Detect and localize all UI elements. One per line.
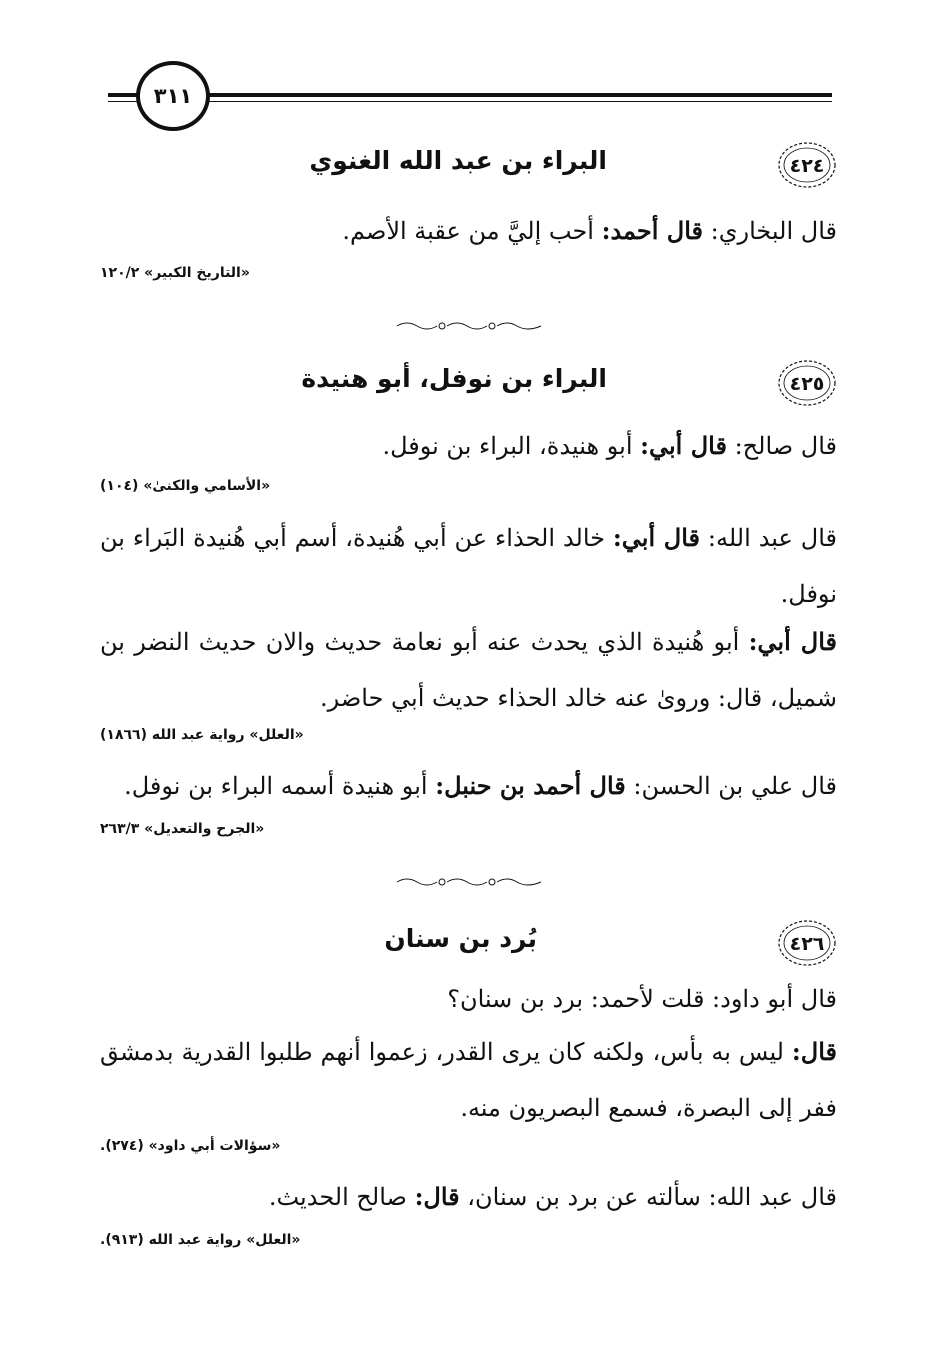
entry-number-badge	[777, 358, 837, 408]
paragraph	[100, 614, 837, 726]
paragraph	[100, 1024, 837, 1136]
entry-number-badge	[777, 140, 837, 190]
header-rule-thin	[108, 101, 832, 102]
paragraph	[100, 203, 837, 259]
paragraph	[100, 1169, 837, 1225]
quoted-speaker: قال أحمد بن حنبل:	[435, 771, 626, 800]
narrator: قال عبد الله:	[707, 524, 837, 552]
entry-heading	[100, 358, 837, 410]
narrator: قال عبد الله: سألته عن برد بن سنان،	[467, 1183, 837, 1211]
entry-title: بُرد بن سنان	[384, 924, 537, 953]
quoted-speaker: قال أحمد:	[601, 216, 704, 245]
citation: «العلل» رواية عبد الله (١٨٦٦)	[100, 727, 304, 743]
narrator: قال البخاري:	[710, 217, 837, 245]
quote-text: خالد الحذاء عن أبي هُنيدة، أسم أبي هُنيدة البَراء بن نوفل.	[100, 524, 837, 608]
entry-title: البراء بن نوفل، أبو هنيدة	[301, 364, 607, 393]
narrator: قال علي بن الحسن:	[633, 772, 837, 800]
quoted-speaker: قال أبي:	[748, 627, 837, 656]
narrator: قال أبو داود: قلت لأحمد: برد بن سنان؟	[447, 985, 837, 1013]
quoted-speaker: قال:	[791, 1037, 837, 1066]
entry-number-badge	[777, 918, 837, 968]
quote-text: أبو هنيدة أسمه البراء بن نوفل.	[124, 772, 428, 800]
entry-number: ٤٢٤	[789, 154, 825, 177]
quoted-speaker: قال أبي:	[612, 523, 700, 552]
citation: «التاريخ الكبير» ١٢٠/٢	[100, 265, 250, 281]
header-rule-thick	[108, 93, 832, 97]
paragraph	[100, 971, 837, 1027]
entry-title: البراء بن عبد الله الغنوي	[309, 146, 607, 175]
quote-text: أحب إليَّ من عقبة الأصم.	[342, 217, 594, 245]
citation: «الأسامي والكنىٰ» (١٠٤)	[100, 478, 271, 494]
paragraph	[100, 510, 837, 622]
quote-text: ليس به بأس، ولكنه كان يرى القدر، زعموا أنهم طلبوا القدرية بدمشق ففر إلى البصرة، فسمع البصريون منه.	[100, 1038, 837, 1122]
quote-text: صالح الحديث.	[268, 1183, 407, 1211]
divider-ornament-icon	[395, 874, 545, 890]
paragraph	[100, 418, 837, 474]
divider-ornament-icon	[395, 318, 545, 334]
paragraph	[100, 758, 837, 814]
entry-heading	[100, 140, 837, 192]
citation: «سؤالات أبي داود» (٢٧٤).	[100, 1138, 281, 1154]
page-number: ٣١١	[136, 61, 210, 131]
entry-heading	[100, 918, 837, 970]
quote-text: أبو هنيدة، البراء بن نوفل.	[382, 432, 633, 460]
citation: «الجرح والتعديل» ٢٦٣/٣	[100, 821, 265, 837]
quote-text: أبو هُنيدة الذي يحدث عنه أبو نعامة حديث والان حديث النضر بن شميل، قال: وروىٰ عنه خالد الحذاء حديث أبي حاضر.	[100, 628, 837, 712]
narrator: قال صالح:	[734, 432, 837, 460]
quoted-speaker: قال:	[414, 1182, 460, 1211]
citation: «العلل» رواية عبد الله (٩١٣).	[100, 1232, 301, 1248]
quoted-speaker: قال أبي:	[640, 431, 727, 460]
entry-number: ٤٢٥	[789, 372, 825, 395]
entry-number: ٤٢٦	[789, 932, 825, 955]
